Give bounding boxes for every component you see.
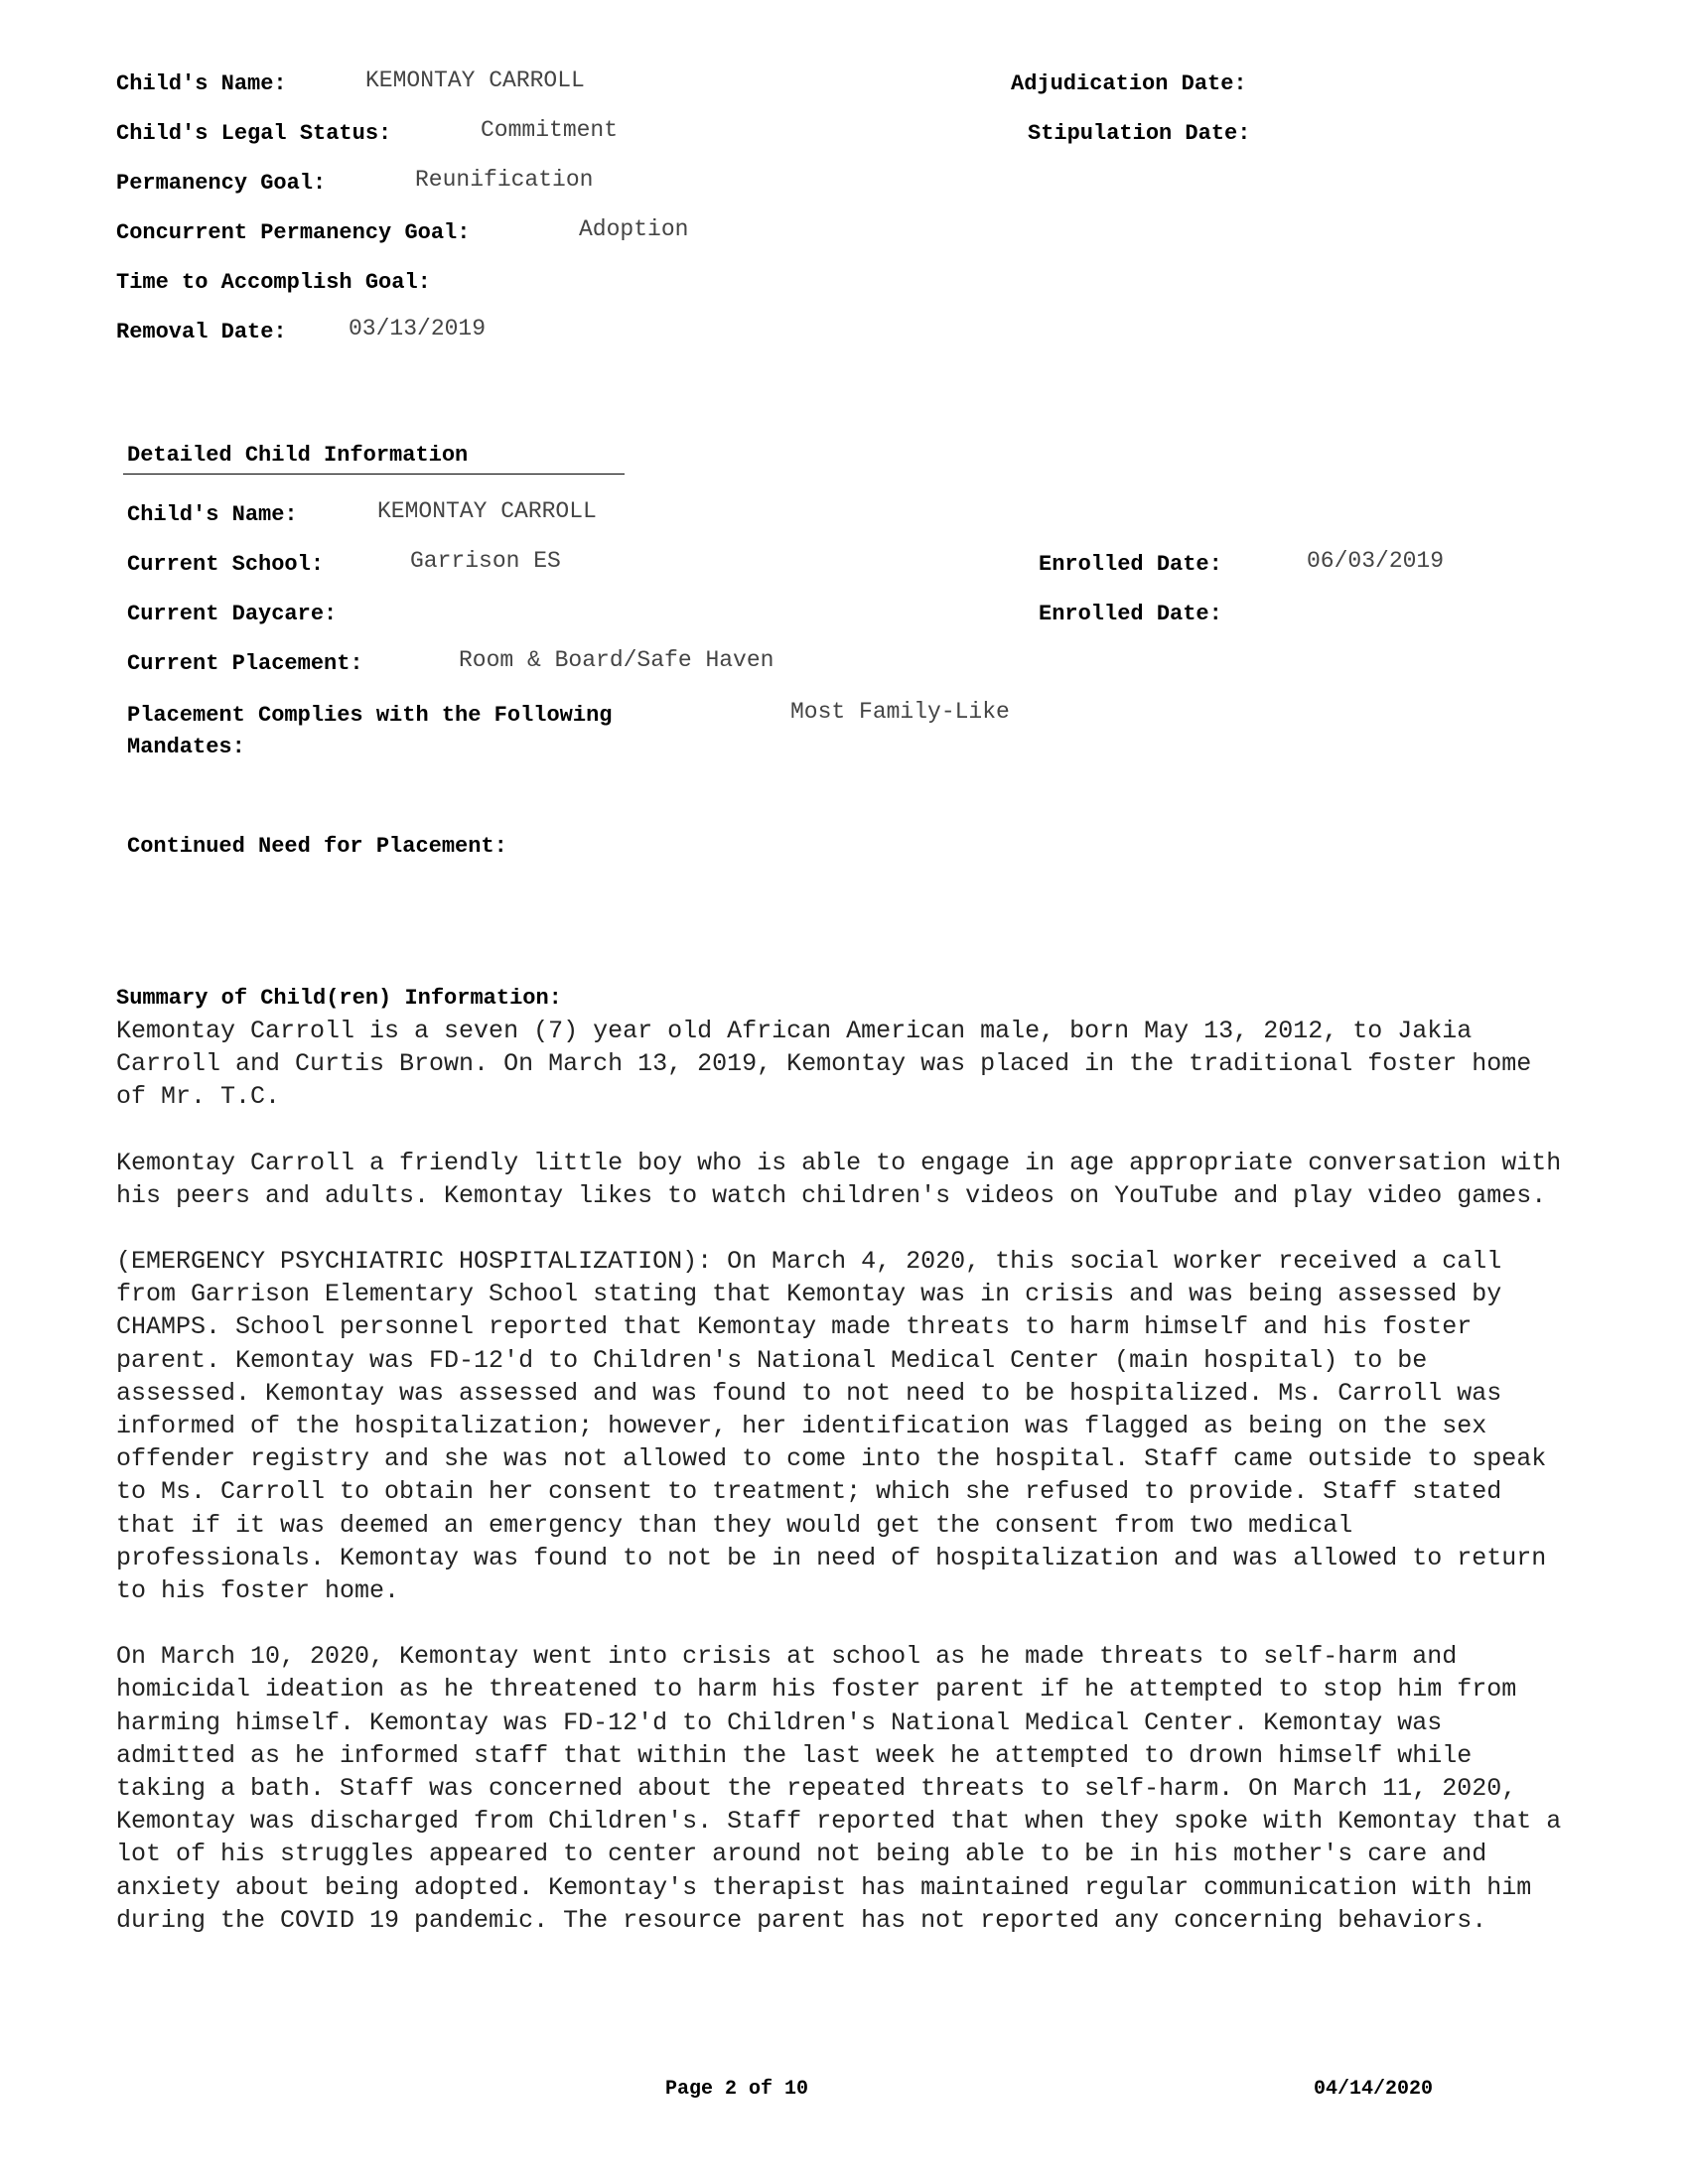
legal-status-label: Child's Legal Status:	[116, 121, 392, 146]
time-to-accomplish-label: Time to Accomplish Goal:	[116, 270, 431, 295]
current-school-label: Current School:	[127, 552, 325, 577]
detailed-childs-name-value: KEMONTAY CARROLL	[377, 498, 597, 524]
mandates-label-line1: Placement Complies with the Following	[127, 703, 613, 728]
adjudication-date-label: Adjudication Date:	[1011, 71, 1247, 96]
removal-date-label: Removal Date:	[116, 320, 287, 344]
current-placement-label: Current Placement:	[127, 651, 363, 676]
childs-name-label: Child's Name:	[116, 71, 287, 96]
concurrent-goal-value: Adoption	[579, 216, 689, 242]
permanency-goal-value: Reunification	[415, 167, 594, 193]
summary-paragraph: On March 10, 2020, Kemontay went into crisis at school as he made threats to self-harm and homicidal ideation as he threatened to harm his foster parent if he attempted to stop him from harming himself. Kemontay was FD-12'd to Children's National Medical Center. Kemontay was admitted as he informed staff that within the last week he attempted to drown himself while taking a bath. Staff was concerned about the repeated threats to self-harm. On March 11, 2020, Kemontay was discharged from Children's. Staff reported that when they spoke with Kemontay that a lot of his struggles appeared to center around not being able to be in his mother's care and anxiety about being adopted. Kemontay's therapist has maintained regular communication with him during the COVID 19 pandemic. The resource parent has not reported any concerning behaviors.	[116, 1642, 1562, 1935]
summary-paragraph: Kemontay Carroll is a seven (7) year old African American male, born May 13, 2012, to Jakia Carroll and Curtis Brown. On March 13, 2019, Kemontay was placed in the traditional foster home of Mr. T.C.	[116, 1017, 1532, 1112]
school-enrolled-date-value: 06/03/2019	[1307, 548, 1445, 574]
detailed-section-title: Detailed Child Information	[127, 443, 469, 468]
page-number: Page 2 of 10	[665, 2078, 809, 2101]
summary-title: Summary of Child(ren) Information:	[116, 986, 562, 1011]
mandates-label-line2: Mandates:	[127, 735, 245, 759]
mandates-value: Most Family-Like	[790, 699, 1010, 725]
concurrent-goal-label: Concurrent Permanency Goal:	[116, 220, 471, 245]
summary-paragraph: (EMERGENCY PSYCHIATRIC HOSPITALIZATION): On March 4, 2020, this social worker received a call from Garrison Elementary School stating that Kemontay was in crisis and was being assessed by CHAMPS. School personnel reported that Kemontay made threats to harm himself and his foster parent. Kemontay was FD-12'd to Children's National Medical Center (main hospital) to be assessed. Kemontay was assessed and was found to not need to be hospitalized. Ms. Carroll was informed of the hospitalization; however, her identification was flagged as being on the sex offender registry and she was not allowed to come into the hospital. Staff came outside to speak to Ms. Carroll to obtain her consent to treatment; which she refused to provide. Staff stated that if it was deemed an emergency than they would get the consent from two medical professionals. Kemontay was found to not be in need of hospitalization and was allowed to return to his foster home.	[116, 1247, 1547, 1606]
legal-status-value: Commitment	[481, 117, 619, 143]
childs-name-value: KEMONTAY CARROLL	[365, 68, 585, 93]
permanency-goal-label: Permanency Goal:	[116, 171, 327, 196]
continued-need-label: Continued Need for Placement:	[127, 834, 507, 859]
removal-date-value: 03/13/2019	[349, 316, 487, 341]
stipulation-date-label: Stipulation Date:	[1028, 121, 1251, 146]
daycare-enrolled-date-label: Enrolled Date:	[1039, 602, 1222, 626]
school-enrolled-date-label: Enrolled Date:	[1039, 552, 1222, 577]
current-school-value: Garrison ES	[410, 548, 561, 574]
summary-paragraph: Kemontay Carroll a friendly little boy who is able to engage in age appropriate conversation with his peers and adults. Kemontay likes to watch children's videos on YouTube and play video games.	[116, 1148, 1562, 1210]
print-date: 04/14/2020	[1314, 2078, 1434, 2101]
current-daycare-label: Current Daycare:	[127, 602, 338, 626]
summary-body	[116, 1015, 1566, 1970]
section-title-underline	[123, 474, 625, 475]
current-placement-value: Room & Board/Safe Haven	[459, 647, 774, 673]
detailed-childs-name-label: Child's Name:	[127, 502, 298, 527]
